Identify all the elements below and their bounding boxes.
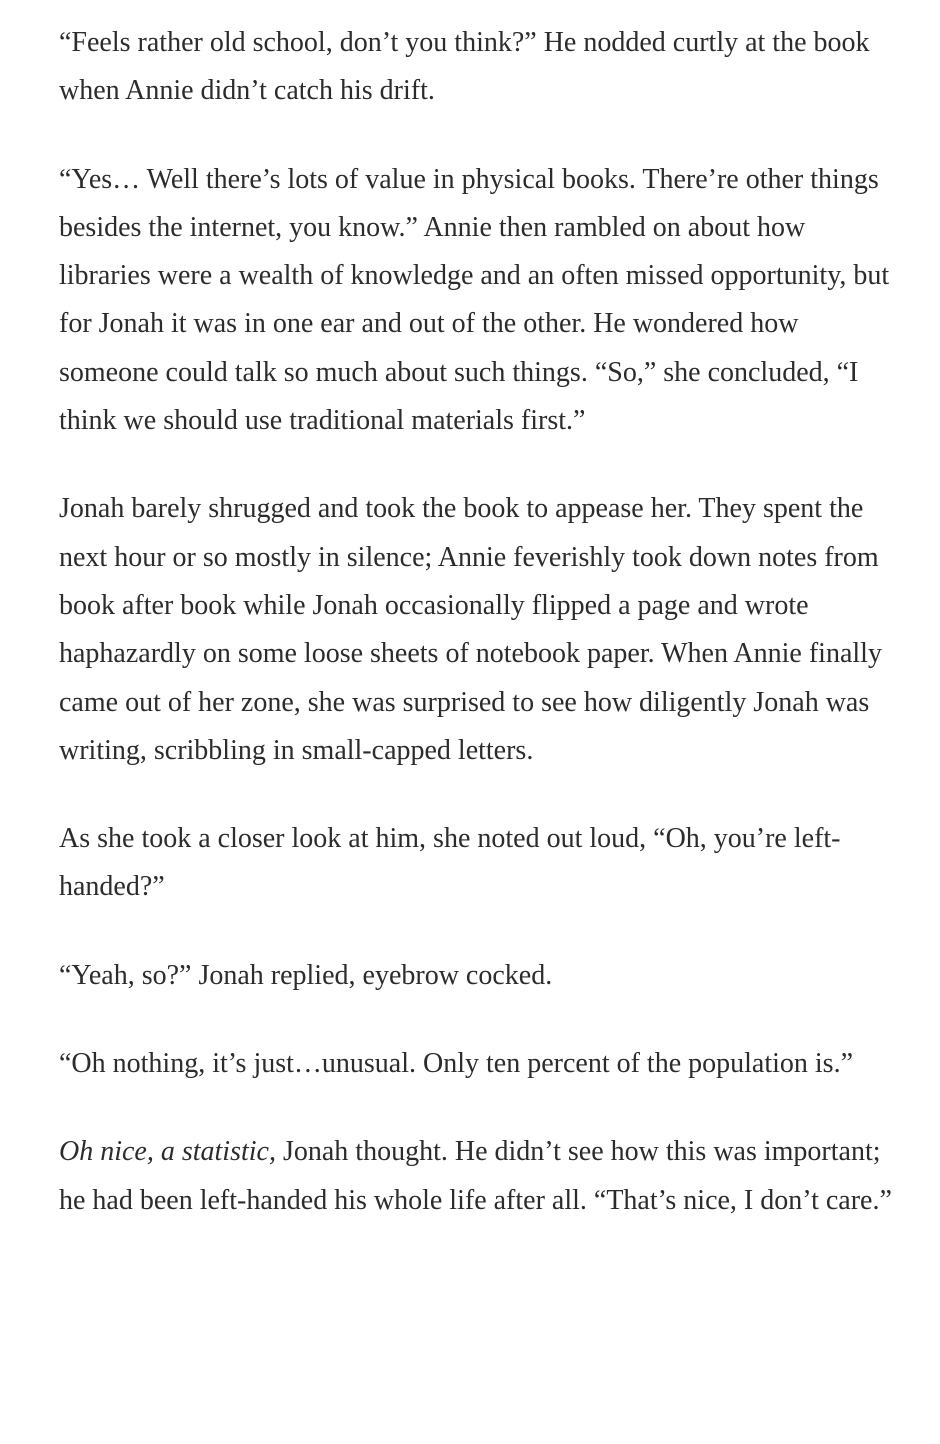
paragraph-7	[59, 1128, 900, 1225]
paragraph-7-text: Jonah thought. He didn’t see how this was important; he had been left-handed his whole life after all. “That’s nice, I don’t care.”	[59, 1136, 892, 1216]
paragraph-6: “Oh nothing, it’s just…unusual. Only ten percent of the population is.”	[59, 1048, 853, 1080]
paragraph-1: “Feels rather old school, don’t you think?” He nodded curtly at the book when Annie didn’t catch his drift.	[59, 27, 870, 107]
paragraph-5: “Yeah, so?” Jonah replied, eyebrow cocked.	[59, 959, 553, 991]
paragraph-2: “Yes… Well there’s lots of value in physical books. There’re other things besides the internet, you know.” Annie then rambled on about how libraries were a wealth of knowledge and an often missed opportunity, but for Jonah it was in one ear and out of the other. He wondered how someone could talk so much about such things. “So,” she concluded, “I think we should use traditional materials first.”	[59, 163, 890, 437]
paragraph-3: Jonah barely shrugged and took the book to appease her. They spent the next hour or so mostly in silence; Annie feverishly took down notes from book after book while Jonah occasionally flipped a page and wrote haphazardly on some loose sheets of notebook paper. When Annie finally came out of her zone, she was surprised to see how diligently Jonah was writing, scribbling in small-capped letters.	[59, 493, 882, 766]
paragraph-4: As she took a closer look at him, she noted out loud, “Oh, you’re left-handed?”	[59, 823, 841, 903]
italic-thought: Oh nice, a statistic,	[59, 1136, 276, 1168]
